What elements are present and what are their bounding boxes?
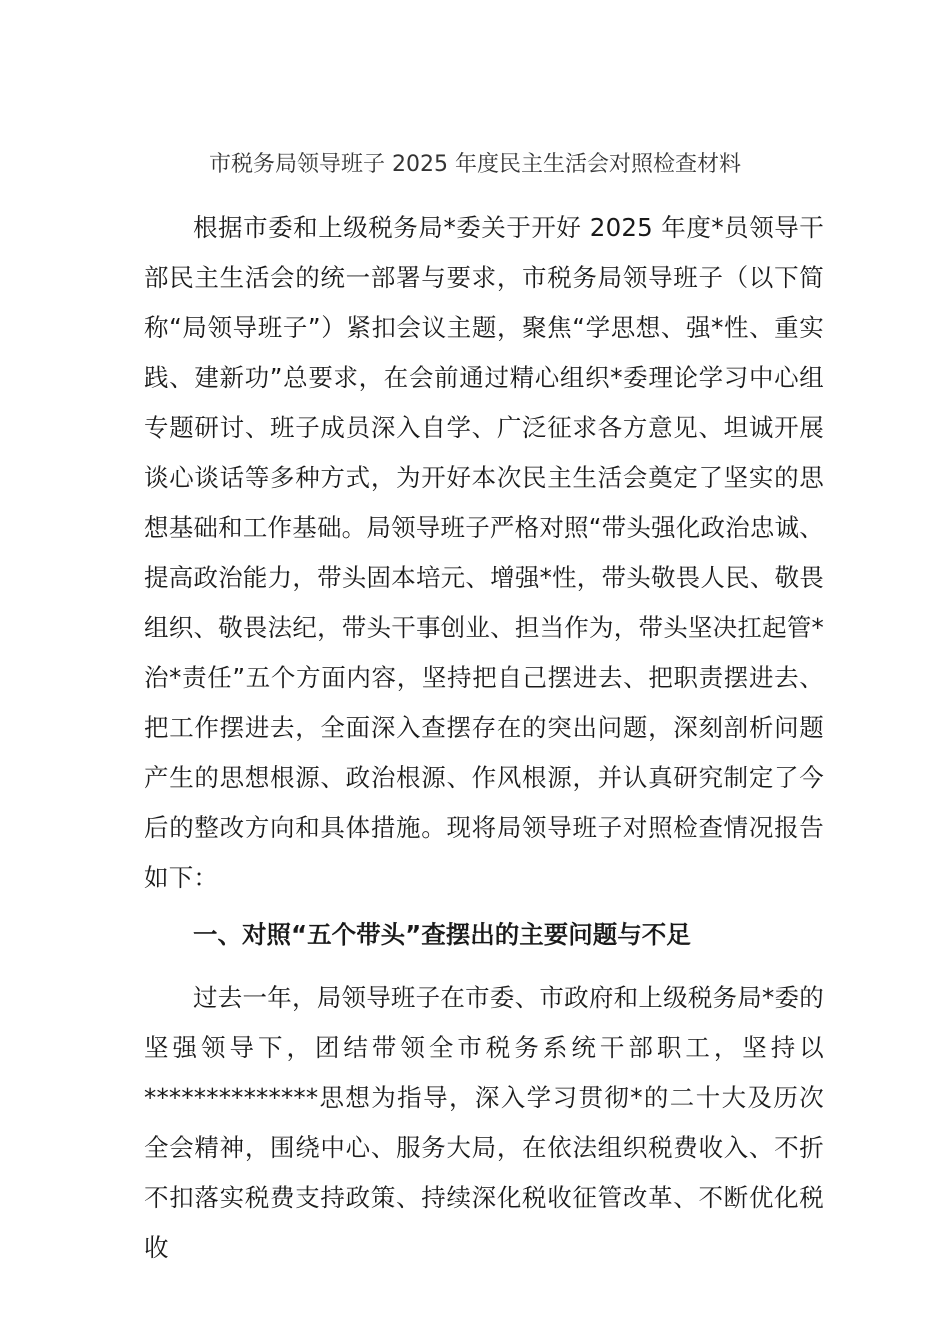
intro-paragraph: 根据市委和上级税务局*委关于开好 2025 年度*员领导干部民主生活会的统一部署与要求，市税务局领导班子（以下简称“局领导班子”）紧扣会议主题，聚焦“学思想、强*性、重实践、建新功”总要求，在会前通过精心组织*委理论学习中心组专题研讨、班子成员深入自学、广泛征求各方意见、坦诚开展谈心谈话等多种方式，为开好本次民主生活会奠定了坚实的思想基础和工作基础。局领导班子严格对照“带头强化政治忠诚、提高政治能力，带头固本培元、增强*性，带头敬畏人民、敬畏组织、敬畏法纪，带头干事创业、担当作为，带头坚决扛起管*治*责任”五个方面内容，坚持把自己摆进去、把职责摆进去、把工作摆进去，全面深入查摆存在的突出问题，深刻剖析问题产生的思想根源、政治根源、作风根源，并认真研究制定了今后的整改方向和具体措施。现将局领导班子对照检查情况报告如下： (144, 213, 824, 892)
document-title: 市税务局领导班子 2025 年度民主生活会对照检查材料 (209, 152, 741, 177)
section-heading: 一、对照“五个带头”查摆出的主要问题与不足 (193, 920, 691, 949)
body-paragraph: 过去一年，局领导班子在市委、市政府和上级税务局*委的坚强领导下，团结带领全市税务系统干部职工，坚持以**************思想为指导，深入学习贯彻*的二十大及历次全会精神，围绕中心、服务大局，在依法组织税费收入、不折不扣落实税费支持政策、持续深化税收征管改革、不断优化税收 (144, 983, 824, 1262)
